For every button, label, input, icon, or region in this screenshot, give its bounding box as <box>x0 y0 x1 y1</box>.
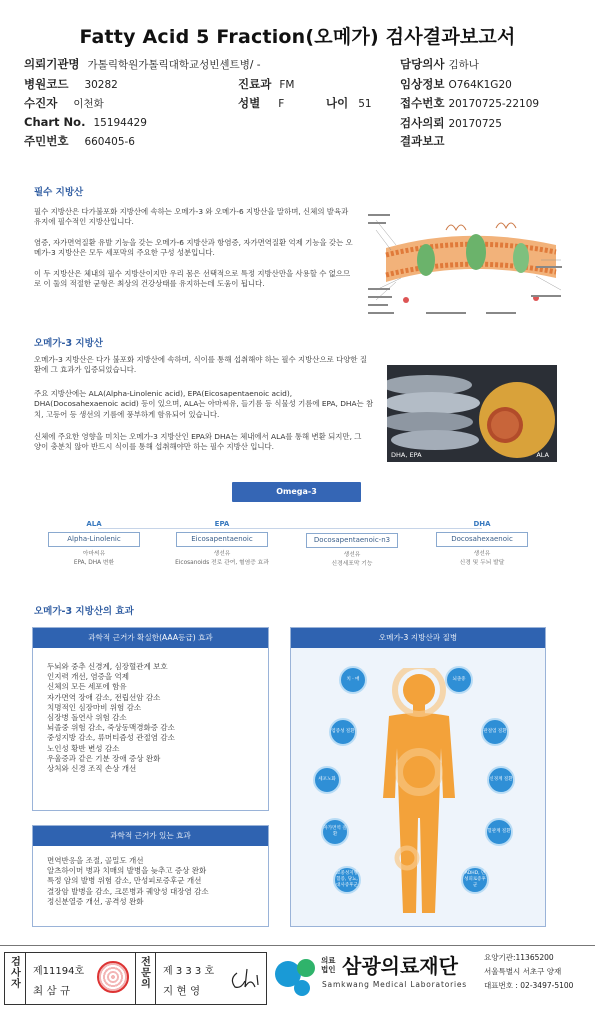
sex-row: 성별 F <box>238 96 285 110</box>
circle-aging: 세포노화 <box>313 766 341 794</box>
fa-box: Eicosapentaenoic <box>176 532 268 547</box>
fa-desc: Eicosanoids 전로 관여, 혈염증 효과 <box>175 560 269 566</box>
logo-text: SML <box>276 986 292 994</box>
age-row: 나이 51 <box>326 96 372 110</box>
agency-number: 요양기관:11365200 <box>484 953 554 962</box>
doctor-row: 담당의사 김하나 <box>400 57 479 71</box>
aaa-effects-list <box>33 662 268 774</box>
photo-label-ala: ALA <box>536 451 549 459</box>
fa-box: Alpha-Linolenic <box>48 532 140 547</box>
fa-abbr: EPA <box>214 520 230 528</box>
fa-desc: 신경세포막 기능 <box>331 561 373 567</box>
omega3-header-bar: Omega-3 <box>232 482 361 502</box>
test-date-row: 검사의뢰 20170725 <box>400 116 502 130</box>
fa-epa <box>176 520 268 568</box>
evidence-effects-title: 과학적 근거가 있는 효과 <box>33 826 268 846</box>
fa-src: 아마씨유 <box>82 551 106 557</box>
result-row: 결과보고 <box>400 134 445 148</box>
fa-src: 생선유 <box>213 551 231 557</box>
evidence-effects-list <box>33 856 268 907</box>
report-title: Fatty Acid 5 Fraction(오메가) 검사결과보고서 <box>79 26 516 48</box>
effects-section-title: 오메가-3 지방산의 효과 <box>34 606 134 617</box>
institution-row: 의뢰기관명 가톨릭학원가톨릭대학교성빈센트병/ - <box>24 57 261 71</box>
specialist-signature <box>227 965 261 993</box>
omega3-p1: 오메가-3 지방산은 다가 불포화 지방산에 속하며, 식이를 통해 섭취해야 하는 필수 지방산으로 다양한 질환에 그 효과가 입증되었습니다. <box>34 355 367 375</box>
circle-stroke: 뇌졸중 <box>445 666 473 694</box>
receiver-row: 수진자 이천화 <box>24 96 104 110</box>
essential-p2: 염증, 자가면역질환 유발 기능을 갖는 오메가-6 지방산과 항염증, 자가면역질환 억제 기능을 갖는 오메가-3 지방산은 모두 세포막의 주요한 구성 성분입니다. <box>34 238 353 258</box>
circle-arthritis: 관절염 질환 <box>481 718 509 746</box>
list-item: 우울증과 같은 기분 장애 증상 완화 <box>47 753 161 763</box>
list-item: 뇌졸중 위험 감소, 죽상동맥경화증 감소 <box>47 723 175 733</box>
fa-box: Docosapentaenoic-n3 <box>306 533 398 548</box>
fa-dpa <box>306 520 398 569</box>
org-name: 삼광의료재단 <box>342 954 458 978</box>
circle-inflammation: 염증성 질환 <box>329 718 357 746</box>
clinical-row: 임상정보 O764K1G20 <box>400 77 512 91</box>
connector-line <box>98 528 482 529</box>
specialist-id: 제 3 3 3 호 <box>163 966 215 977</box>
fa-abbr: ALA <box>86 520 102 528</box>
circle-neuro: 신경계 질환 <box>487 766 515 794</box>
list-item: 인지력 개선, 염증을 억제 <box>47 672 129 682</box>
fa-ala <box>48 520 140 568</box>
fa-desc: EPA, DHA 변환 <box>73 560 115 566</box>
receipt-row: 접수번호 20170725-22109 <box>400 96 540 110</box>
specialist-name: 지 현 영 <box>163 985 201 997</box>
omega3-disease-title: 오메가-3 지방산과 질병 <box>291 628 545 648</box>
photo-label-dha-epa: DHA, EPA <box>391 451 422 459</box>
evidence-effects-panel <box>32 825 269 927</box>
org-phone: 대표번호 : 02-3497-5100 <box>484 981 574 990</box>
list-item: 정신분열증 개선, 공격성 완화 <box>47 896 144 906</box>
department-row: 진료과 FM <box>238 77 295 91</box>
list-item: 자가면역 장애 감소, 전립선암 감소 <box>47 692 161 702</box>
circle-bottom-left: 고중성지방 혈증, 당뇨, 대사증후군 <box>333 866 361 894</box>
essential-p3: 이 두 지방산은 체내의 필수 지방산이지만 우리 몸은 선택적으로 특정 지방산만을 사용할 수 없으므로 이 둘의 적절한 균형은 최상의 건강상태를 유지하는데 도움이 됩니다. <box>34 269 351 289</box>
hospital-code-row: 병원코드 30282 <box>24 77 118 91</box>
essential-p1: 필수 지방산은 다가불포화 지방산에 속하는 오메가-3 와 오메가-6 지방산을 말하며, 신체의 발육과 유지에 필수적인 지방산입니다. <box>34 207 349 227</box>
fa-desc: 신경 및 두뇌 발달 <box>459 560 505 566</box>
circle-autoimmune: 자가면역 질환 <box>321 818 349 846</box>
list-item: 결장암 발병을 감소, 크론병과 궤양성 대장염 감소 <box>47 886 209 896</box>
omega3-p2: 주요 지방산에는 ALA(Alpha-Linolenic acid), EPA(Eicosapentaenoic acid), DHA(Docosahexaenoic acid) 등이 있으며, ALA는 아마씨유, 들기름 등 식물성 기름에 EPA, DHA는 참치, 고등어 등 생선의 기름에 풍부하게 함유되어 있습니다. <box>34 389 374 419</box>
circle-dementia: 치 · 매 <box>339 666 367 694</box>
org-address: 서울특별시 서초구 양재 <box>484 967 562 976</box>
list-item: 신체의 모든 세포에 함유 <box>47 682 127 692</box>
fa-src: 생선유 <box>343 552 361 558</box>
circle-adhd: ADHD, 만성피로증후군 <box>461 866 489 894</box>
cell-membrane-diagram <box>366 200 566 322</box>
fa-abbr <box>306 520 398 529</box>
inspector-seal-stamp <box>97 961 129 993</box>
list-item: 특정 암의 발병 위험 감소, 만성피로증후군 개선 <box>47 876 202 886</box>
fa-abbr: DHA <box>473 520 491 528</box>
org-prefix: 의료법인 <box>321 956 336 974</box>
list-item: 노인성 황반 변성 감소 <box>47 743 120 753</box>
omega3-section-title: 오메가-3 지방산 <box>34 338 103 349</box>
list-item: 상처와 신경 조직 손상 개선 <box>47 764 137 774</box>
chart-row: Chart No. 15194429 <box>24 115 147 129</box>
list-item: 심장병 돌연사 위험 감소 <box>47 713 127 723</box>
inspector-name: 최 삼 규 <box>33 985 71 997</box>
fa-box: Docosahexaenoic <box>436 532 528 547</box>
omega3-p3: 신체에 주요한 영향을 미치는 오메가-3 지방산인 EPA와 DHA는 체내에서 ALA를 통해 변환 되지만, 그 양이 충분치 않아 반드시 식이를 통해 섭취해야만 하는 필수 지방산 입니다. <box>34 432 362 452</box>
list-item: 두뇌와 중추 신경계, 심장혈관계 보호 <box>47 662 168 671</box>
inspector-label: 검사자 <box>11 957 21 990</box>
specialist-label: 전문의 <box>141 957 151 990</box>
aaa-effects-title: 과학적 근거가 확실한(AAA등급) 효과 <box>33 628 268 648</box>
omega3-disease-panel <box>290 627 546 927</box>
circle-vascular: 혈관계 질환 <box>485 818 513 846</box>
list-item: 중성지방 감소, 류머티즘성 관절염 감소 <box>47 733 175 743</box>
fish-oil-photo <box>387 365 557 462</box>
resident-row: 주민번호 660405-6 <box>24 134 135 148</box>
aaa-effects-panel <box>32 627 269 811</box>
signature-box <box>4 952 267 1005</box>
inspector-id: 제11194호 <box>33 966 85 977</box>
list-item: 면역반응을 조절, 골밀도 개선 <box>47 856 144 865</box>
fa-src: 생선유 <box>473 551 491 557</box>
essential-section-title: 필수 지방산 <box>34 187 84 198</box>
fa-dha <box>436 520 528 568</box>
org-english: Samkwang Medical Laboratories <box>322 980 467 989</box>
list-item: 알츠하이머 병과 치매의 발병을 늦추고 증상 완화 <box>47 866 207 876</box>
report-footer <box>0 945 595 1010</box>
sml-logo <box>272 950 318 1006</box>
list-item: 치명적인 심장마비 위험 감소 <box>47 702 142 712</box>
